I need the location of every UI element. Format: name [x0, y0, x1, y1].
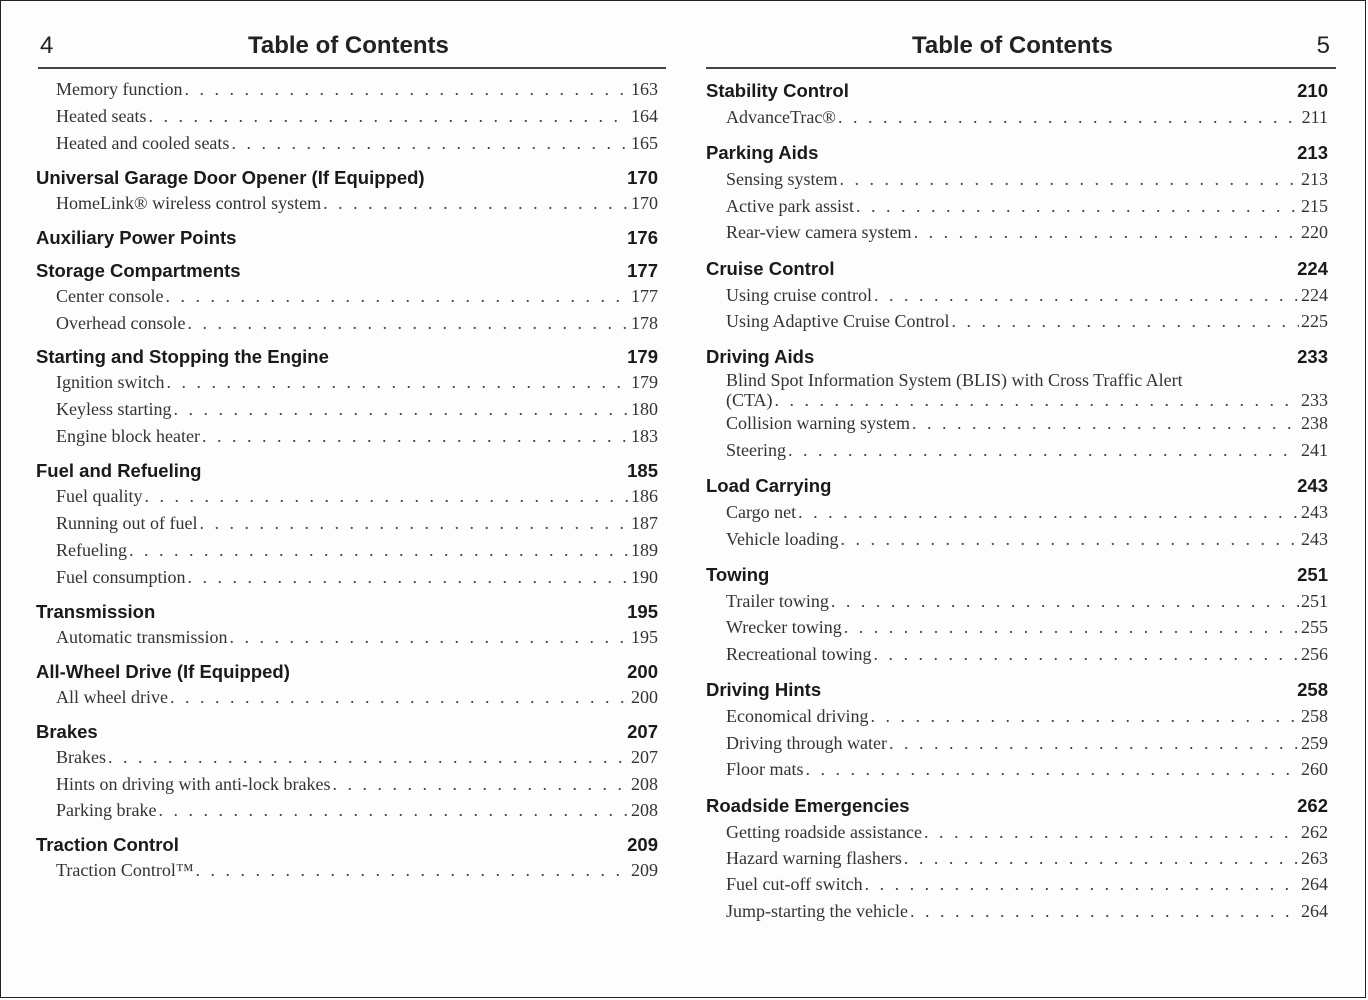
entry-page-number: 256: [1301, 643, 1328, 664]
entry-title: Running out of fuel: [56, 513, 198, 534]
entry-page-number: 215: [1301, 195, 1328, 216]
leader-dots: [831, 588, 1299, 614]
toc-entry[interactable]: [30, 369, 666, 396]
entry-title: Refueling: [56, 539, 127, 560]
section-title: Cruise Control: [706, 257, 835, 279]
toc-entry[interactable]: [700, 845, 1336, 871]
toc-section: [30, 76, 666, 157]
section-heading[interactable]: [700, 793, 1336, 819]
section-title: Brakes: [36, 720, 98, 742]
section-title: Traction Control: [36, 834, 179, 856]
section-heading[interactable]: [700, 344, 1336, 370]
section-page-number: 195: [627, 600, 658, 622]
entry-title: Hints on driving with anti-lock brakes: [56, 773, 331, 794]
toc-section: [30, 833, 666, 884]
toc-section: [700, 562, 1336, 667]
entry-page-number: 255: [1301, 617, 1328, 638]
section-page-number: 233: [1297, 346, 1328, 368]
toc-entry[interactable]: [700, 756, 1336, 782]
section-title: Driving Hints: [706, 679, 822, 701]
toc-entry[interactable]: [30, 684, 666, 711]
right-header-title: Table of Contents: [912, 32, 1113, 59]
entry-title: Recreational towing: [726, 643, 872, 664]
leader-dots: [865, 871, 1299, 897]
entry-page-number: 164: [631, 105, 658, 126]
entry-title: Fuel quality: [56, 486, 143, 507]
section-page-number: 213: [1297, 142, 1328, 164]
section-title: Roadside Emergencies: [706, 794, 910, 816]
toc-section: [30, 259, 666, 337]
toc-entry[interactable]: [30, 190, 666, 217]
entry-title: Memory function: [56, 79, 183, 99]
section-title: Towing: [706, 564, 770, 586]
toc-entry[interactable]: [700, 370, 1336, 410]
entry-title: Center console: [56, 285, 164, 306]
section-title: Driving Aids: [706, 346, 815, 368]
entry-continuation-line: [700, 390, 1336, 410]
toc-entry[interactable]: [30, 537, 666, 564]
entry-title: Fuel cut-off switch: [726, 874, 863, 895]
right-page-number: 5: [1316, 32, 1330, 59]
toc-entry[interactable]: [700, 104, 1336, 130]
section-heading[interactable]: [700, 473, 1336, 499]
toc-section: [30, 166, 666, 217]
entry-title: Rear-view camera system: [726, 222, 912, 243]
section-heading[interactable]: [30, 600, 666, 624]
toc-entry[interactable]: [700, 410, 1336, 436]
section-heading[interactable]: [30, 259, 666, 283]
entry-page-number: 207: [631, 746, 658, 767]
toc-entry[interactable]: [700, 641, 1336, 667]
toc-section: [30, 459, 666, 591]
leader-dots: [856, 193, 1299, 219]
entry-title: Collision warning system: [726, 413, 910, 434]
entry-page-number: 211: [1301, 107, 1328, 127]
leader-dots: [775, 390, 1299, 410]
leader-dots: [332, 771, 629, 798]
entry-title: Blind Spot Information System (BLIS) with Cross Traffic Alert: [726, 370, 1183, 391]
toc-section: [30, 345, 666, 450]
entry-title: Keyless starting: [56, 399, 172, 420]
toc-entry[interactable]: [30, 857, 666, 884]
section-page-number: 258: [1297, 679, 1328, 701]
section-page-number: 207: [627, 720, 658, 742]
entry-page-number: 180: [631, 399, 658, 420]
entry-page-number: 179: [631, 372, 658, 393]
section-page-number: 210: [1297, 80, 1328, 101]
section-title: Universal Garage Door Opener (If Equipped): [36, 166, 425, 188]
section-heading[interactable]: [30, 459, 666, 483]
leader-dots: [952, 308, 1300, 334]
toc-entry[interactable]: [30, 744, 666, 771]
entry-page-number: 209: [631, 860, 658, 881]
leader-dots: [788, 437, 1299, 463]
entry-page-number: 208: [631, 773, 658, 794]
entry-page-number: 178: [631, 312, 658, 333]
toc-entry[interactable]: [700, 703, 1336, 729]
leader-dots: [798, 499, 1299, 525]
section-heading[interactable]: [700, 562, 1336, 588]
entry-title: Floor mats: [726, 759, 804, 780]
section-page-number: 185: [627, 460, 658, 482]
entry-page-number: 258: [1301, 706, 1328, 727]
entry-page-number: 170: [631, 192, 658, 213]
section-title: Starting and Stopping the Engine: [36, 346, 329, 368]
entry-title: Engine block heater: [56, 426, 200, 447]
entry-title: Steering: [726, 439, 786, 460]
leader-dots: [873, 641, 1299, 667]
right-toc-list: [700, 78, 1336, 934]
section-heading[interactable]: [30, 833, 666, 857]
entry-page-number: 260: [1301, 759, 1328, 780]
toc-entry[interactable]: [30, 797, 666, 824]
entry-title: Brakes: [56, 746, 106, 767]
leader-dots: [200, 510, 630, 537]
section-heading[interactable]: [30, 166, 666, 190]
entry-page-number: 233: [1301, 390, 1328, 411]
right-header-rule: [706, 67, 1336, 69]
toc-entry[interactable]: [30, 396, 666, 423]
leader-dots: [904, 845, 1299, 871]
leader-dots: [840, 166, 1299, 192]
toc-section: [700, 78, 1336, 130]
toc-entry[interactable]: [30, 423, 666, 450]
entry-title-continuation: (CTA): [726, 390, 773, 411]
toc-entry[interactable]: [700, 588, 1336, 614]
leader-dots: [145, 483, 630, 510]
entry-page-number: 241: [1301, 439, 1328, 460]
entry-title: Economical driving: [726, 706, 869, 727]
entry-title: Ignition switch: [56, 372, 165, 393]
section-page-number: 176: [627, 226, 658, 248]
left-toc-list: [30, 76, 666, 893]
toc-section: [700, 793, 1336, 925]
leader-dots: [187, 310, 629, 337]
section-heading[interactable]: [30, 345, 666, 369]
toc-entry[interactable]: [30, 76, 666, 103]
toc-entry[interactable]: [30, 103, 666, 130]
entry-title: Jump-starting the vehicle: [726, 900, 908, 921]
entry-page-number: 190: [631, 566, 658, 587]
entry-page-number: 200: [631, 686, 658, 707]
toc-section: [30, 226, 666, 250]
entry-title: Heated and cooled seats: [56, 132, 230, 153]
entry-page-number: 187: [631, 513, 658, 534]
left-header-title: Table of Contents: [248, 32, 449, 59]
toc-section: [30, 720, 666, 825]
leader-dots: [188, 564, 630, 591]
entry-title: Wrecker towing: [726, 617, 842, 638]
section-title: All-Wheel Drive (If Equipped): [36, 660, 290, 682]
leader-dots: [202, 423, 629, 450]
section-page-number: 251: [1297, 564, 1328, 586]
section-heading[interactable]: [700, 78, 1336, 104]
section-title: Parking Aids: [706, 142, 819, 164]
toc-section: [30, 600, 666, 651]
entry-page-number: 264: [1301, 874, 1328, 895]
toc-entry[interactable]: [30, 771, 666, 798]
leader-dots: [167, 369, 630, 396]
entry-page-number: 195: [631, 626, 658, 647]
entry-title: Trailer towing: [726, 591, 829, 612]
toc-section: [700, 140, 1336, 245]
toc-entry[interactable]: [30, 483, 666, 510]
entry-title: Active park assist: [726, 195, 854, 216]
leader-dots: [874, 282, 1299, 308]
toc-section: [700, 344, 1336, 463]
leader-dots: [184, 76, 629, 103]
toc-entry[interactable]: [700, 499, 1336, 525]
toc-entry[interactable]: [700, 819, 1336, 845]
entry-page-number: 224: [1301, 284, 1328, 305]
leader-dots: [840, 526, 1299, 552]
toc-entry[interactable]: [30, 310, 666, 337]
leader-dots: [158, 797, 629, 824]
section-page-number: 170: [627, 166, 658, 188]
section-page-number: 177: [627, 259, 658, 281]
leader-dots: [129, 537, 629, 564]
section-title: Storage Compartments: [36, 259, 241, 281]
entry-title: HomeLink® wireless control system: [56, 192, 322, 213]
toc-entry[interactable]: [700, 437, 1336, 463]
section-heading[interactable]: [30, 720, 666, 744]
entry-title: Traction Control™: [56, 860, 194, 881]
section-heading[interactable]: [700, 140, 1336, 166]
toc-entry[interactable]: [700, 871, 1336, 897]
toc-entry[interactable]: [700, 730, 1336, 756]
section-page-number: 224: [1297, 257, 1328, 279]
left-header-rule: [38, 67, 666, 69]
entry-page-number: 243: [1301, 502, 1328, 523]
entry-title: Vehicle loading: [726, 528, 839, 549]
toc-entry[interactable]: [700, 282, 1336, 308]
toc-entry[interactable]: [30, 283, 666, 310]
toc-entry[interactable]: [30, 564, 666, 591]
entry-page-number: 189: [631, 539, 658, 560]
section-heading[interactable]: [700, 677, 1336, 703]
section-page-number: 209: [627, 834, 658, 856]
entry-title: Using cruise control: [726, 284, 872, 305]
entry-page-number: 225: [1301, 311, 1328, 332]
entry-title: Heated seats: [56, 105, 147, 126]
leader-dots: [910, 898, 1299, 924]
entry-page-number: 238: [1301, 413, 1328, 434]
entry-page-number: 243: [1301, 528, 1328, 549]
toc-entry[interactable]: [700, 308, 1336, 334]
toc-entry[interactable]: [700, 193, 1336, 219]
entry-title: Cargo net: [726, 502, 797, 523]
entry-page-number: 163: [631, 79, 658, 99]
section-page-number: 200: [627, 660, 658, 682]
entry-page-number: 264: [1301, 900, 1328, 921]
leader-dots: [323, 190, 629, 217]
toc-entry[interactable]: [700, 526, 1336, 552]
toc-entry[interactable]: [700, 614, 1336, 640]
leader-dots: [173, 396, 629, 423]
leader-dots: [806, 756, 1299, 782]
entry-page-number: 263: [1301, 847, 1328, 868]
section-page-number: 262: [1297, 794, 1328, 816]
entry-page-number: 262: [1301, 821, 1328, 842]
entry-page-number: 259: [1301, 732, 1328, 753]
leader-dots: [870, 703, 1299, 729]
leader-dots: [195, 857, 629, 884]
section-title: Load Carrying: [706, 475, 832, 497]
toc-section: [700, 677, 1336, 782]
section-title: Stability Control: [706, 80, 849, 101]
entry-page-number: 177: [631, 285, 658, 306]
leader-dots: [844, 614, 1299, 640]
entry-page-number: 208: [631, 800, 658, 821]
entry-title: Hazard warning flashers: [726, 847, 902, 868]
toc-section: [700, 473, 1336, 552]
section-page-number: 243: [1297, 475, 1328, 497]
leader-dots: [148, 103, 629, 130]
entry-title: Sensing system: [726, 169, 838, 190]
toc-entry[interactable]: [30, 130, 666, 157]
toc-entry[interactable]: [700, 219, 1336, 245]
leader-dots: [231, 130, 629, 157]
section-title: Auxiliary Power Points: [36, 226, 237, 248]
entry-title: Getting roadside assistance: [726, 821, 922, 842]
left-page-number: 4: [40, 32, 54, 59]
leader-dots: [170, 684, 629, 711]
leader-dots: [912, 410, 1299, 436]
entry-title: Automatic transmission: [56, 626, 228, 647]
leader-dots: [108, 744, 629, 771]
leader-dots: [914, 219, 1299, 245]
entry-title: AdvanceTrac®: [726, 107, 836, 127]
entry-page-number: 220: [1301, 222, 1328, 243]
section-page-number: 179: [627, 346, 658, 368]
entry-page-number: 186: [631, 486, 658, 507]
toc-entry[interactable]: [30, 624, 666, 651]
section-title: Transmission: [36, 600, 156, 622]
toc-entry[interactable]: [700, 898, 1336, 924]
toc-section: [30, 660, 666, 711]
leader-dots: [165, 283, 629, 310]
entry-page-number: 183: [631, 426, 658, 447]
section-heading[interactable]: [30, 226, 666, 250]
section-heading[interactable]: [700, 256, 1336, 282]
leader-dots: [838, 104, 1300, 130]
toc-entry[interactable]: [30, 510, 666, 537]
entry-title: Fuel consumption: [56, 566, 186, 587]
entry-title: Parking brake: [56, 800, 157, 821]
entry-title: Using Adaptive Cruise Control: [726, 311, 950, 332]
section-title: Fuel and Refueling: [36, 460, 202, 482]
leader-dots: [924, 819, 1299, 845]
right-page-header: [700, 28, 1336, 68]
leader-dots: [889, 730, 1299, 756]
entry-title: Overhead console: [56, 312, 186, 333]
entry-title: All wheel drive: [56, 686, 168, 707]
leader-dots: [229, 624, 629, 651]
section-heading[interactable]: [30, 660, 666, 684]
toc-section: [700, 256, 1336, 335]
entry-page-number: 165: [631, 132, 658, 153]
left-page-header: [30, 28, 666, 68]
entry-page-number: 251: [1301, 591, 1328, 612]
entry-title: Driving through water: [726, 732, 887, 753]
entry-page-number: 213: [1301, 169, 1328, 190]
toc-entry[interactable]: [700, 166, 1336, 192]
